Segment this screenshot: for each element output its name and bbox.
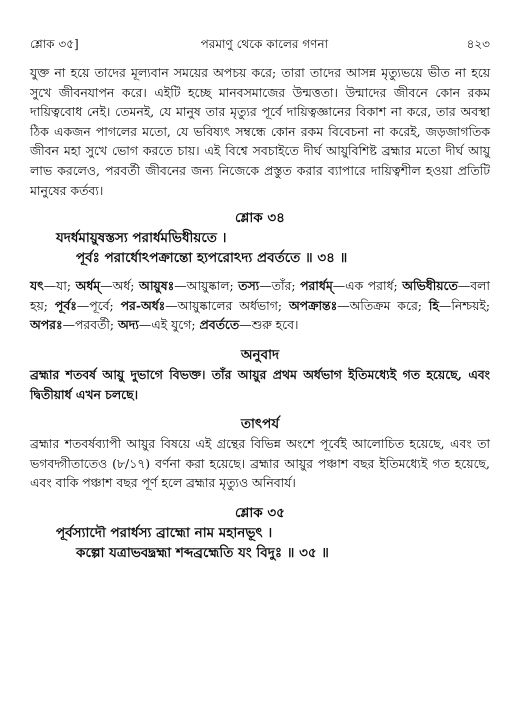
- chapter-title: পরমাণু থেকে কালের গণনা: [200, 37, 329, 51]
- synonym-meaning: —শুরু হবে।: [239, 317, 299, 333]
- purport-heading: তাৎপর্য: [240, 416, 280, 433]
- synonym-meaning: —আয়ুষ্কাল;: [174, 278, 239, 294]
- synonym-term: অপক্রান্তঃ: [288, 297, 338, 313]
- synonym-term: তস্য: [238, 278, 260, 294]
- verse-35-line-1: পূর্বস্যাদৌ পরার্ধস্য ব্রাহ্মো নাম মহানভূৎ ।: [56, 524, 273, 541]
- running-head: [30, 0, 490, 61]
- synonym-meaning: —পূর্বে;: [76, 297, 121, 313]
- verse-reference: শ্লোক ৩৫]: [30, 37, 79, 51]
- synonym-meaning: —যা;: [43, 278, 76, 294]
- synonym-meaning: —পরবর্তী;: [62, 317, 119, 333]
- page-number: ৪২৩: [466, 37, 490, 51]
- synonym-term: অদ্য: [118, 317, 139, 333]
- synonym-term: পরার্ধম্: [300, 278, 333, 294]
- synonym-meaning: —তাঁর;: [259, 278, 301, 294]
- synonym-term: অপরঃ: [30, 317, 63, 333]
- synonym-meaning: —এক পরার্ধ;: [332, 278, 403, 294]
- verse-34-line-2: পূর্বঃ পরার্ধোঽপক্রান্তো হ্যপরোঽদ্য প্রবর্ততে ॥ ৩৪ ॥: [76, 250, 348, 267]
- verse-34-line-1: যদর্ধমায়ুষস্তস্য পরার্ধমভিধীয়তে ।: [56, 230, 227, 247]
- intro-paragraph: যুক্ত না হয়ে তাদের মূল্যবান সময়ের অপচয় করে; তারা তাদের আসন্ন মৃত্যুভয়ে ভীত না হয়ে সুখে জীবনযাপন করে। এইটি হচ্ছে মানবসমাজের উন্মত্ততা। উন্মাদের জীবনে কোন রকম দায়িত্ববোধ নেই। তেমনই, যে মানুষ তার মৃত্যুর পূর্বে দায়িত্বজ্ঞানের বিকাশ না করে, তার অবস্থা ঠিক একজন পাগলের মতো, যে ভবিষ্যৎ সম্বন্ধে কোন রকম বিবেচনা না করেই, জড়জাগতিক জীবন মহা সুখে ভোগ করতে চায়। এই বিশ্বে সবচাইতে দীর্ঘ আয়ুবিশিষ্ট ব্রহ্মার মতো দীর্ঘ আয়ু লাভ করলেও, পরবর্তী জীবনের জন্য নিজেকে প্রস্তুত করার ব্যাপারে দায়িত্বশীল হওয়া প্রতিটি মানুষের কর্তব্য।: [30, 65, 490, 198]
- translation-heading: অনুবাদ: [240, 346, 280, 363]
- synonym-term: হি: [428, 297, 439, 313]
- synonym-meaning: —বলা হয়;: [30, 278, 490, 313]
- synonym-term: অর্ধম্: [75, 278, 101, 294]
- synonym-term: যৎ: [30, 278, 44, 294]
- synonym-meaning: —নিশ্চয়ই;: [438, 297, 491, 313]
- synonym-term: অভিধীয়তে: [402, 278, 458, 294]
- verse-35-line-2: কল্পো যত্রাভবদ্ব্রহ্মা শব্দব্রহ্মেতি যং বিদুঃ ॥ ৩৫ ॥: [76, 544, 329, 561]
- synonym-meaning: —অর্ধ;: [100, 278, 139, 294]
- verse-35-heading: শ্লোক ৩৫: [235, 504, 285, 521]
- synonym-meaning: —অতিক্রম করে;: [337, 297, 429, 313]
- synonym-meaning: —আয়ুষ্কালের অর্ধভাগ;: [165, 297, 289, 313]
- verse-34-heading: শ্লোক ৩৪: [235, 210, 285, 227]
- synonym-term: আয়ুষঃ: [138, 278, 175, 294]
- synonym-term: প্রবর্ততে: [199, 317, 240, 333]
- purport-paragraph: ব্রহ্মার শতবর্ষব্যাপী আয়ুর বিষয়ে এই গ্রন্থের বিভিন্ন অংশে পূর্বেই আলোচিত হয়েছে, এবং তা ভগবদ্গীতাতেও (৮/১৭) বর্ণনা করা হয়েছে। ব্রহ্মার আয়ুর পঞ্চাশ বছর ইতিমধ্যেই গত হয়েছে, এবং বাকি পঞ্চাশ বছর পূর্ণ হলে ব্রহ্মার মৃত্যুও অনিবার্য।: [30, 436, 490, 491]
- translation-paragraph: ব্রহ্মার শতবর্ষ আয়ু দুভাগে বিভক্ত। তাঁর আয়ুর প্রথম অর্ধভাগ ইতিমধ্যেই গত হয়েছে, এবং দ্বিতীয়ার্ধ এখন চলছে।: [30, 366, 490, 402]
- synonym-meaning: —এই যুগে;: [138, 317, 200, 333]
- synonym-term: পূর্বঃ: [54, 297, 77, 313]
- synonym-term: পর-অর্ধঃ: [120, 297, 166, 313]
- synonyms-paragraph: [30, 276, 490, 335]
